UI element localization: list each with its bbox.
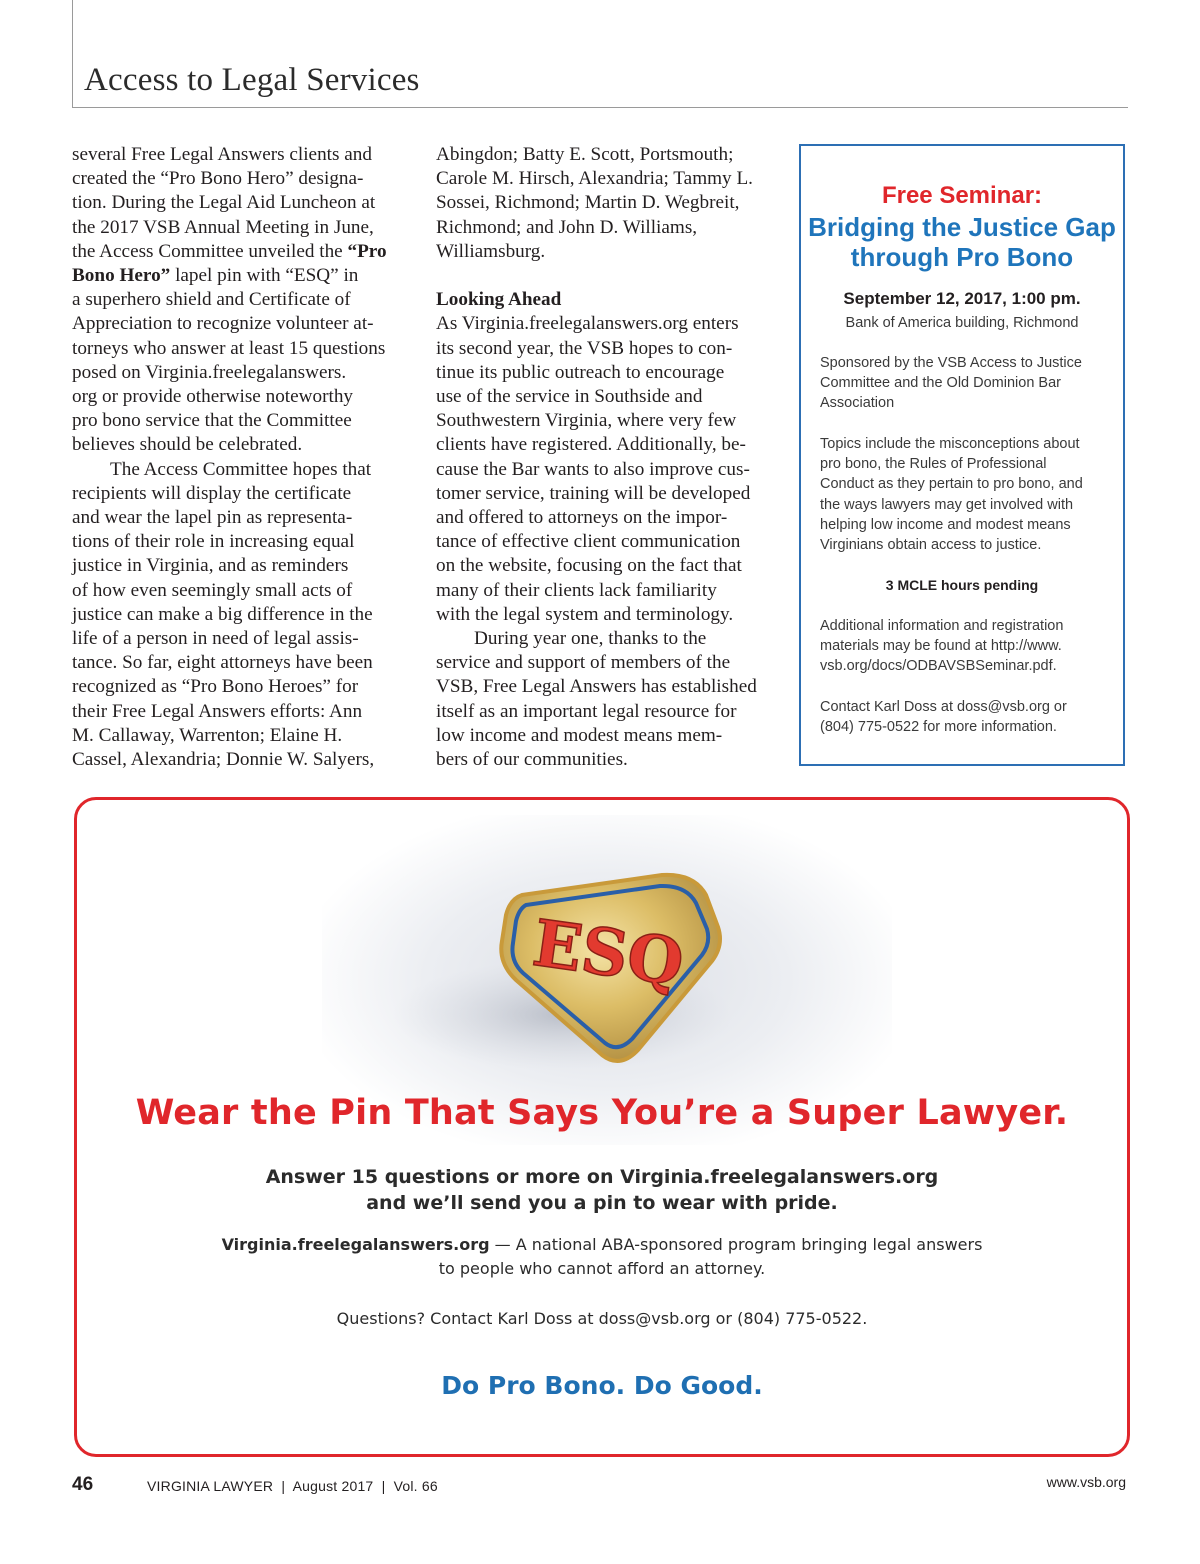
pro-bono-pin-ad: [74, 797, 1130, 1457]
text-line: clients have registered. Additionally, be-: [436, 434, 746, 456]
ad-tagline: Do Pro Bono. Do Good.: [441, 1371, 763, 1400]
text-line: M. Callaway, Warrenton; Elaine H.: [72, 724, 343, 746]
text-line: justice can make a big difference in the: [72, 603, 373, 625]
seminar-label: Free Seminar:: [881, 182, 1043, 209]
text-line: believes should be celebrated.: [72, 434, 303, 456]
text-line: service and support of members of the: [436, 652, 731, 674]
text-line: vsb.org/docs/ODBAVSBSeminar.pdf.: [820, 658, 1057, 675]
paragraph: [72, 458, 404, 773]
text-line: life of a person in need of legal assis-: [72, 628, 359, 650]
seminar-title-line: through Pro Bono: [850, 242, 1074, 272]
text-line: VSB, Free Legal Answers has established: [436, 676, 757, 698]
publication-info: VIRGINIA LAWYER | August 2017 | Vol. 66: [147, 1478, 438, 1494]
text-line: materials may be found at http://www.: [820, 638, 1062, 655]
text-line: tance of effective client communication: [436, 531, 741, 553]
text-line: Topics include the misconceptions about: [820, 436, 1080, 452]
ad-headline: Wear the Pin That Says You’re a Super Lawyer.: [135, 1093, 1069, 1133]
text-line: tance. So far, eight attorneys have been: [72, 652, 373, 674]
text-line: Abingdon; Batty E. Scott, Portsmouth;: [436, 144, 734, 165]
text-line: itself as an important legal resource for: [436, 700, 737, 722]
article-column-1: [72, 143, 404, 772]
text-line: to people who cannot afford an attorney.: [438, 1259, 766, 1278]
ad-contact: Questions? Contact Karl Doss at doss@vsb.org or (804) 775-0522.: [336, 1309, 868, 1328]
seminar-mcle: 3 MCLE hours pending: [885, 577, 1039, 593]
text-line: on the website, focusing on the fact that: [436, 555, 742, 577]
subheading-text: Looking Ahead: [436, 289, 562, 311]
seminar-date: September 12, 2017, 1:00 pm.: [843, 289, 1081, 308]
text-line: recipients will display the certificate: [72, 482, 352, 504]
seminar-sponsor: [820, 353, 1120, 414]
article-column-2: [436, 143, 770, 772]
pin-lettering: ESQ: [528, 905, 689, 1002]
text-line: their Free Legal Answers efforts: Ann: [72, 700, 363, 722]
text-line: tion. During the Legal Aid Luncheon at: [72, 192, 376, 214]
site-link[interactable]: Virginia.freelegalanswers.org: [221, 1235, 490, 1254]
bold-text: “Pro: [347, 240, 387, 262]
text-line: Sossei, Richmond; Martin D. Wegbreit,: [436, 192, 740, 214]
text-line: of how even seemingly small acts of: [72, 579, 353, 601]
text-line: Williamsburg.: [436, 240, 546, 262]
text-line: Southwestern Virginia, where very few: [436, 410, 737, 432]
text-line: Contact Karl Doss at doss@vsb.org or: [820, 699, 1067, 715]
seminar-topics: [820, 434, 1120, 555]
text-line: Cassel, Alexandria; Donnie W. Salyers,: [72, 749, 375, 771]
text-line: Additional information and registration: [820, 618, 1064, 634]
page-number: 46: [72, 1474, 94, 1495]
text-line: tinue its public outreach to encourage: [436, 361, 725, 383]
text-line: [77, 1233, 1127, 1257]
section-title: Access to Legal Services: [84, 62, 420, 98]
text-line: with the legal system and terminology.: [436, 603, 734, 625]
seminar-venue: Bank of America building, Richmond: [845, 315, 1079, 331]
text-line: bers of our communities.: [436, 749, 628, 771]
text-run: — A national ABA-sponsored program bringing legal answers: [489, 1235, 983, 1254]
text-line: low income and modest means mem-: [436, 724, 723, 746]
text-line: recognized as “Pro Bono Heroes” for: [72, 676, 359, 698]
text-line: cause the Bar wants to also improve cus-: [436, 458, 750, 480]
paragraph: [72, 143, 404, 458]
text-line: (804) 775-0522 for more information.: [820, 719, 1057, 736]
text-line: its second year, the VSB hopes to con-: [436, 337, 733, 359]
text-line: During year one, thanks to the: [474, 628, 707, 650]
text-line: and wear the lapel pin as representa-: [72, 507, 353, 529]
text-line: pro bono, the Rules of Professional: [820, 456, 1047, 473]
text-line: Carole M. Hirsch, Alexandria; Tammy L.: [436, 168, 753, 190]
text-line: and we’ll send you a pin to wear with pride.: [366, 1192, 838, 1214]
text-line: Virginians obtain access to justice.: [820, 537, 1042, 554]
text-line: Answer 15 questions or more on Virginia.freelegalanswers.org: [265, 1166, 939, 1188]
text-line: org or provide otherwise noteworthy: [72, 386, 354, 408]
spacer: [436, 264, 770, 288]
seminar-info: [820, 616, 1120, 677]
text-line: helping low income and modest means: [820, 516, 1071, 533]
text-line: [72, 264, 404, 288]
paragraph: [436, 627, 770, 772]
header-vertical-rule: [72, 0, 73, 108]
text-line: Committee and the Old Dominion Bar: [820, 375, 1061, 392]
text-line: Association: [820, 395, 895, 412]
text-line: Sponsored by the VSB Access to Justice: [820, 355, 1082, 371]
bold-text: Bono Hero”: [72, 265, 171, 287]
text-line: Appreciation to recognize volunteer at-: [72, 313, 374, 335]
seminar-contact: [820, 697, 1120, 737]
subheading: [436, 288, 770, 312]
text-line: Conduct as they pertain to pro bono, and: [820, 476, 1083, 493]
text-line: a superhero shield and Certificate of: [72, 289, 351, 311]
ad-description: [77, 1233, 1127, 1281]
ad-subheadline: [77, 1164, 1127, 1216]
text-line: tomer service, training will be developed: [436, 482, 751, 504]
text-line: Richmond; and John D. Williams,: [436, 216, 698, 238]
text-run: the Access Committee unveiled the: [72, 240, 348, 262]
text-line: several Free Legal Answers clients and: [72, 144, 372, 165]
text-run: lapel pin with “ESQ” in: [170, 265, 359, 287]
text-line: many of their clients lack familiarity: [436, 579, 717, 601]
seminar-title-line: Bridging the Justice Gap: [808, 212, 1116, 242]
text-line: the 2017 VSB Annual Meeting in June,: [72, 216, 374, 238]
paragraph: [436, 143, 770, 264]
text-line: justice in Virginia, and as reminders: [72, 555, 349, 577]
text-line: [72, 240, 404, 264]
text-line: posed on Virginia.freelegalanswers.: [72, 361, 347, 383]
text-line: the ways lawyers may get involved with: [820, 496, 1074, 513]
seminar-sidebar: [799, 144, 1125, 766]
text-line: As Virginia.freelegalanswers.org enters: [436, 313, 739, 335]
text-line: created the “Pro Bono Hero” designa-: [72, 168, 364, 190]
text-line: tions of their role in increasing equal: [72, 531, 355, 553]
text-line: and offered to attorneys on the impor-: [436, 507, 728, 529]
text-line: The Access Committee hopes that: [110, 458, 372, 480]
seminar-title: [801, 212, 1123, 272]
text-line: use of the service in Southside and: [436, 386, 703, 408]
paragraph: [436, 312, 770, 627]
header-horizontal-rule: [72, 107, 1128, 108]
text-line: pro bono service that the Committee: [72, 410, 352, 432]
text-line: torneys who answer at least 15 questions: [72, 337, 386, 359]
footer-url[interactable]: www.vsb.org: [1046, 1474, 1126, 1490]
